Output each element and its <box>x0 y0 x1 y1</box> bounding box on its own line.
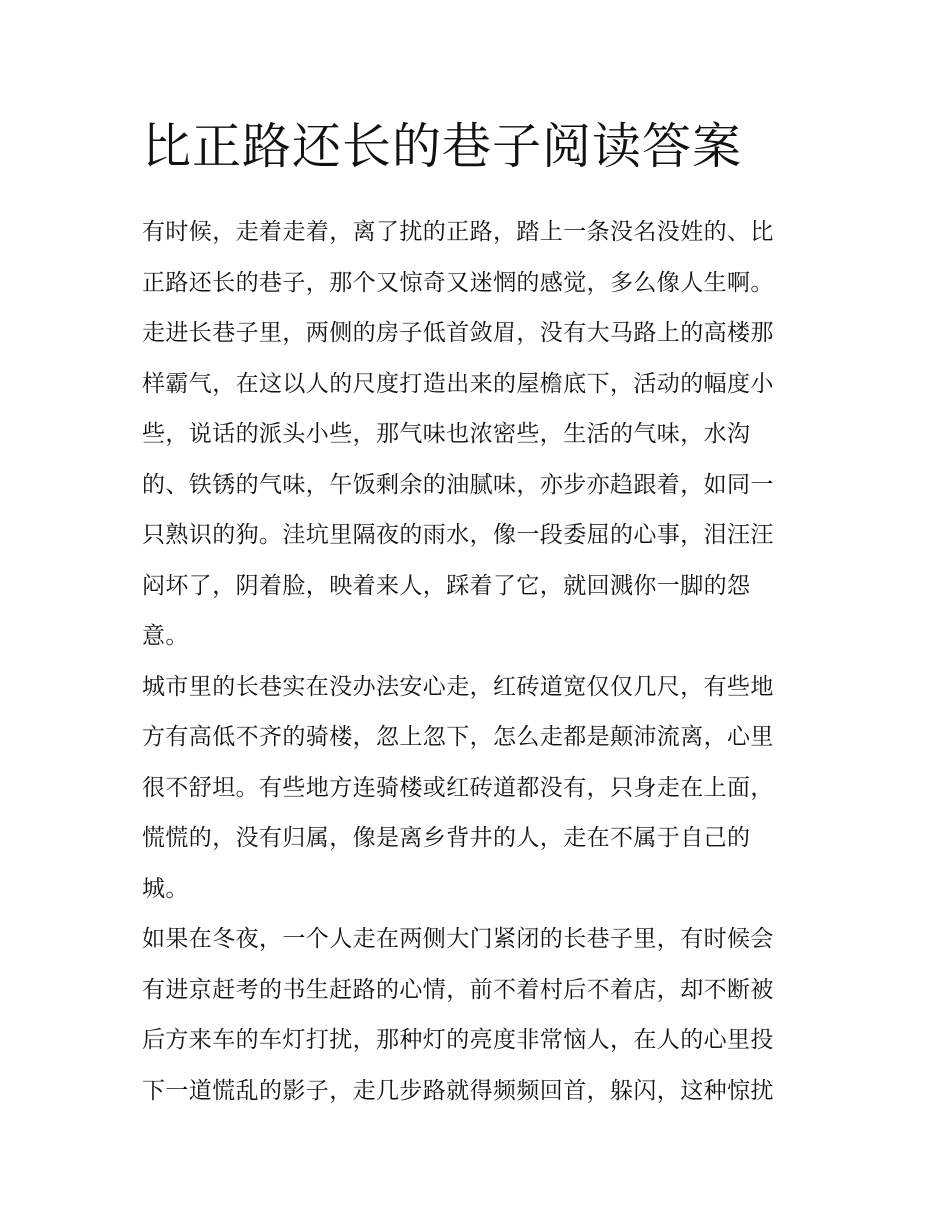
text-line: 方有高低不齐的骑楼，忽上忽下，怎么走都是颠沛流离，心里 <box>142 724 774 750</box>
document-body <box>142 207 812 1116</box>
text-line: 样霸气，在这以人的尺度打造出来的屋檐底下，活动的幅度小 <box>142 370 774 397</box>
text-line: 些，说话的派头小些，那气味也浓密些，生活的气味，水沟 <box>142 421 751 447</box>
text-line: 有时候，走着走着，离了扰的正路，踏上一条没名没姓的、比 <box>142 219 774 245</box>
text-line: 只熟识的狗。洼坑里隔夜的雨水，像一段委屈的心事，泪汪汪 <box>142 522 774 548</box>
document-page <box>142 112 812 1116</box>
text-line: 意。 <box>142 623 189 649</box>
text-line: 城。 <box>142 875 189 902</box>
text-line: 正路还长的巷子，那个又惊奇又迷惘的感觉，多么像人生啊。 <box>142 269 774 296</box>
text-line: 闷坏了，阴着脸，映着来人，踩着了它，就回溅你一脚的怨 <box>142 572 751 599</box>
text-line: 慌慌的，没有归属，像是离乡背井的人，走在不属于自己的 <box>142 825 751 851</box>
document-title: 比正路还长的巷子阅读答案 <box>142 118 743 175</box>
text-line: 的、铁锈的气味，午饭剩余的油腻味，亦步亦趋跟着，如同一 <box>142 471 774 498</box>
text-line: 城市里的长巷实在没办法安心走，红砖道宽仅仅几尺，有些地 <box>142 673 774 700</box>
text-line: 下一道慌乱的影子，走几步路就得频频回首，躲闪，这种惊扰 <box>142 1077 774 1104</box>
text-line: 后方来车的车灯打扰，那种灯的亮度非常恼人，在人的心里投 <box>142 1027 774 1053</box>
text-line: 走进长巷子里，两侧的房子低首敛眉，没有大马路上的高楼那 <box>142 320 774 346</box>
text-line: 很不舒坦。有些地方连骑楼或红砖道都没有，只身走在上面， <box>142 774 774 801</box>
text-line: 如果在冬夜，一个人走在两侧大门紧闭的长巷子里，有时候会 <box>142 926 774 952</box>
text-line: 有进京赶考的书生赶路的心情，前不着村后不着店，却不断被 <box>142 976 774 1003</box>
